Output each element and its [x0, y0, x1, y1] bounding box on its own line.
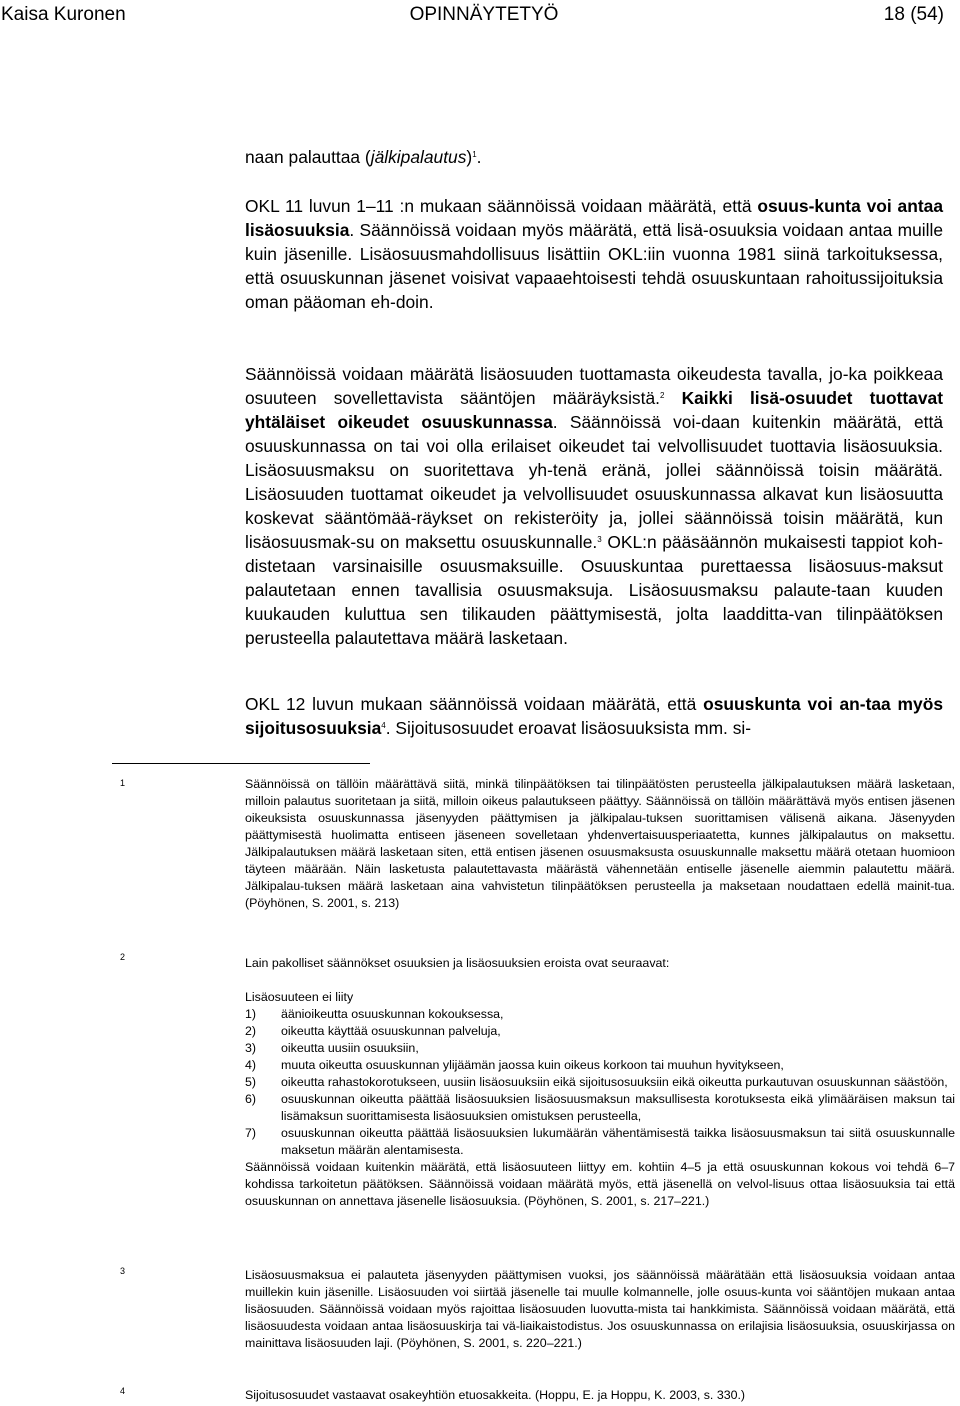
list-item — [245, 1125, 955, 1159]
text-run: OKL 11 luvun 1–11 :n mukaan säännöissä voidaan määrätä, että — [245, 196, 758, 216]
footnote-number-3: 3 — [120, 1266, 126, 1276]
footnote-1 — [245, 776, 955, 912]
footnote-list — [245, 1006, 955, 1159]
paragraph-continuation — [245, 145, 943, 169]
bold-phrase: osuus-kunta voi antaa lisäosuuksia — [245, 196, 943, 240]
list-text: oikeutta uusiin osuuksiin, — [281, 1041, 419, 1055]
text-run: naan palauttaa ( — [245, 147, 371, 167]
italic-term: jälkipalautus — [370, 147, 467, 167]
text-run: . Säännöissä voidaan myös määrätä, että lisä-osuuksia voidaan antaa muille kuin jäsenille. Lisäosuusmahdollisuus lisättiin OKL:iin vuonna 1981 siinä tarkoituksessa, että osuuskunnan jäsenet voisivat vapaaehtoisesti tehdä osuuskuntaan rahoitussijoituksia oman pääoman eh-doin. — [245, 220, 943, 312]
list-text: äänioikeutta osuuskunnan kokouksessa, — [281, 1007, 504, 1021]
footnote-outro: Säännöissä voidaan kuitenkin määrätä, että lisäosuuteen liittyy em. kohtiin 4–5 ja että osuuskunnan kokous voi tehdä 6–7 kohdissa tarkoitetun päätöksen. Säännöissä voidaan määrätä myös, että jäsenellä on velvol-lisuus ottaa lisäosuuksia tai että osuuskunnan on annettava jäsenelle lisäosuuksia. (Pöyhönen, S. 2001, s. 217–221.) — [245, 1160, 955, 1208]
list-text: osuuskunnan oikeutta päättää lisäosuuksien lukumäärän vähentämisestä taikka lisäosuusmaksun tai siitä osuuskunnalle maksetun määrän alentamisesta. — [281, 1126, 955, 1157]
footnote-list-heading: Lisäosuuteen ei liity — [245, 990, 354, 1004]
bold-phrase: Kaikki lisä-osuudet tuottavat yhtäläiset oikeudet osuuskunnassa — [245, 388, 943, 432]
text-run: ) — [466, 147, 473, 167]
paragraph-lisaosuudet — [245, 194, 943, 314]
list-number: 7) — [245, 1126, 257, 1140]
footnote-4 — [245, 1387, 955, 1404]
list-number: 1) — [245, 1007, 257, 1021]
footnote-text: Säännöissä on tällöin määrättävä siitä, minkä tilinpäätöksen tai tilinpäätösten perusteella jälkipalautuksen määrä lasketaan, milloin palautus suoritetaan ja siitä, milloin oikeus palautukseen päättyy. Säännöissä on tällöin määrättävä myös entisen jäsenen oikeuksista osuuskunnassa jäsenyyden päättymisen ja jälkipalau-tuksen suorittamisen välisenä aikana. Jäsenyyden päättymisestä huolimatta entiseen jäseneen sovelletaan yhdenvertaisuusperiaatetta, kunnes jälkipalautus on maksettu. Jälkipalautuksen määrä lasketaan siten, että entisen jäsenen osuusmaksusta osuuskunnalle maksettu määrä otetaan huomioon täyteen määrään. Näin lasketusta palautettavasta määrästä vähennetään entiselle jäsenelle aiemmin palautettu määrä. Jälkipalau-tuksen määrä lasketaan aina vahvistetun tilinpäätöksen perusteella ja maksetaan noudattaen edellä mainit-tua. (Pöyhönen, S. 2001, s. 213) — [245, 777, 955, 910]
header-title: OPINNÄYTETYÖ — [409, 4, 559, 25]
header-page-number: 18 (54) — [883, 4, 944, 25]
list-number: 6) — [245, 1092, 257, 1106]
list-item — [245, 1057, 955, 1074]
list-number: 4) — [245, 1058, 257, 1072]
footnote-text: Lisäosuusmaksua ei palauteta jäsenyyden päättymisen vuoksi, jos säännöissä määrätään että lisäosuuksia voidaan antaa muillekin kuin jäsenille. Lisäosuuden voi siirtää jäsenelle tai muulle kolmannelle, jolle osuus-kunta voi sääntöjen mukaan antaa lisäosuuden. Säännöissä voidaan myös rajoittaa lisäosuuden luovutta-mista tai hankkimista. Säännöissä voidaan määrätä, että lisäosuudesta voidaan antaa lisäosuuskirja tai vä-liaikaistodistus. Jos osuuskunnassa on erilajisia lisäosuuksia, osuuskirjassa on mainittava lisäosuuden laji. (Pöyhönen, S. 2001, s. 220–221.) — [245, 1268, 955, 1350]
footnote-intro: Lain pakolliset säännökset osuuksien ja lisäosuuksien eroista ovat seuraavat: — [245, 956, 670, 970]
list-number: 3) — [245, 1041, 257, 1055]
list-text: osuuskunnan oikeutta päättää lisäosuuksien lisäosuusmaksun maksullisesta korotuksesta eikä ylimääräisen maksun tai lisämaksun suorittamisesta lisäosuuksien omistuksen perusteella, — [281, 1092, 955, 1123]
bold-phrase: osuuskunta voi an-taa myös sijoitusosuuksia — [245, 694, 943, 738]
text-run: OKL 12 luvun mukaan säännöissä voidaan määrätä, että — [245, 694, 704, 714]
footnote-separator — [112, 763, 370, 764]
header-author: Kaisa Kuronen — [1, 4, 126, 25]
text-run: Säännöissä voidaan määrätä lisäosuuden tuottamasta oikeudesta tavalla, jo-ka poikkeaa osuuteen sovellettavista sääntöjen määräyksistä. — [245, 364, 943, 408]
footnote-ref-3[interactable]: 3 — [597, 535, 602, 544]
paragraph-lisaosuuden-oikeudet — [245, 362, 943, 650]
text-run: . Sijoitusosuudet eroavat lisäosuuksista mm. si- — [385, 718, 752, 738]
list-number: 2) — [245, 1024, 257, 1038]
text-run: OKL:n pääsäännön mukaisesti tappiot koh-distetaan varsinaisille osuusmaksuille. Osuuskuntaa purettaessa lisäosuus-maksut palautetaan ennen tavallisia osuusmaksuja. Lisäosuusmaksu palaute-taan kuuden kuukauden kuluttua sen tilikauden päättymisestä, jolta laadditta-van tilinpäätöksen perusteella palautettava määrä lasketaan. — [245, 532, 943, 648]
list-item — [245, 1006, 955, 1023]
list-item — [245, 1023, 955, 1040]
paragraph-sijoitusosuudet — [245, 692, 943, 740]
list-text: oikeutta käyttää osuuskunnan palveluja, — [281, 1024, 501, 1038]
footnote-number-4: 4 — [120, 1386, 126, 1396]
footnote-3 — [245, 1267, 955, 1352]
footnote-ref-4[interactable]: 4 — [381, 721, 386, 730]
text-run: . — [476, 147, 482, 167]
footnote-number-2: 2 — [120, 952, 126, 962]
text-run: . Säännöissä voi-daan kuitenkin määrätä, että osuuskunnassa on tai voi olla erilaiset oikeudet tai velvollisuudet tuottavia lisäosuuksia. Lisäosuusmaksu on suoritettava yh-tenä eränä, jollei säännöissä toisin määrätä. Lisäosuuden tuottamat oikeudet ja velvollisuudet osuuskunnassa alkavat kun lisäosuutta koskevat sääntömää-räykset on rekisteröity ja, jollei säännöissä toisin määrätä, kun lisäosuusmak-su on maksettu osuuskunnalle. — [245, 412, 943, 552]
list-text: oikeutta rahastokorotukseen, uusiin lisäosuuksiin eikä sijoitusosuuksiin eikä oikeutta purkautuvan osuuskunnan säästöön, — [281, 1075, 948, 1089]
footnote-ref-2[interactable]: 2 — [659, 391, 665, 400]
list-text: muuta oikeutta osuuskunnan ylijäämän jaossa kuin oikeus korkoon tai muuhun hyvitykseen, — [281, 1058, 784, 1072]
list-item — [245, 1091, 955, 1125]
list-number: 5) — [245, 1075, 257, 1089]
footnote-ref-1[interactable]: 1 — [472, 150, 477, 159]
list-item — [245, 1074, 955, 1091]
footnote-number-1: 1 — [120, 778, 126, 788]
footnote-text: Sijoitusosuudet vastaavat osakeyhtiön etuosakkeita. (Hoppu, E. ja Hoppu, K. 2003, s. 330.) — [245, 1388, 746, 1402]
footnote-2 — [245, 955, 955, 1210]
list-item — [245, 1040, 955, 1057]
